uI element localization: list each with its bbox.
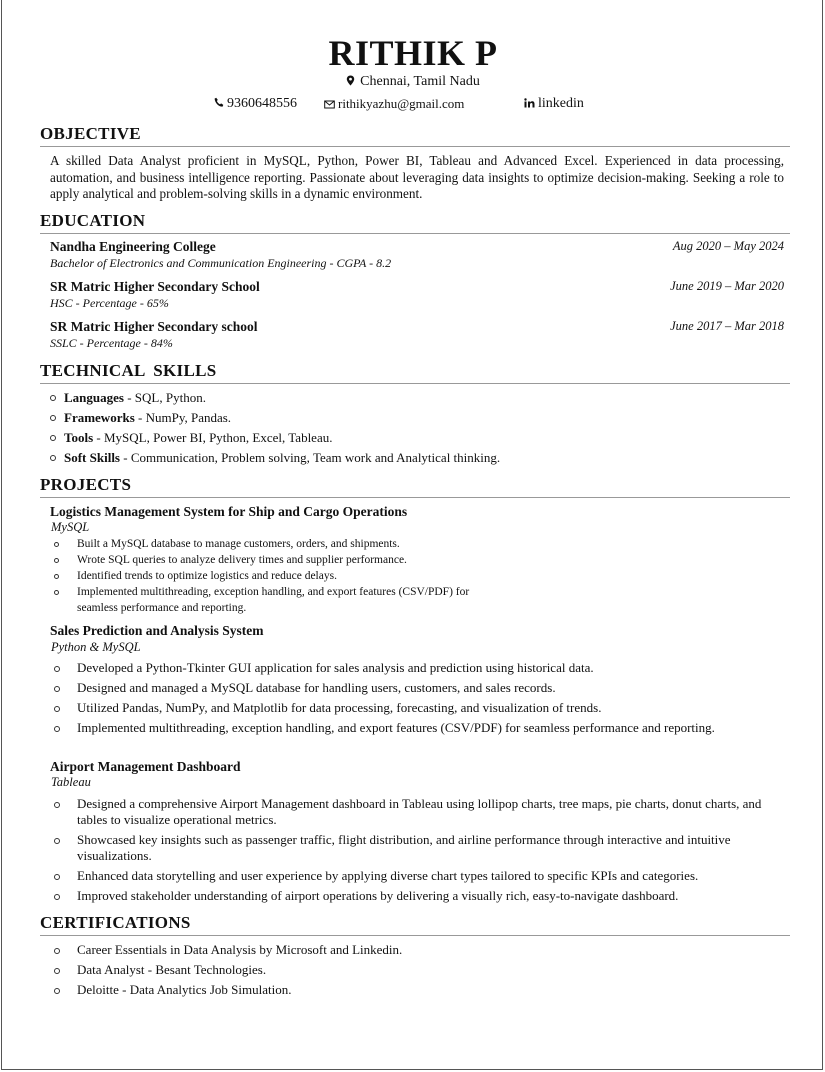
project-points [50,536,490,616]
linkedin-text: linkedin [538,96,584,111]
education-degree: Bachelor of Electronics and Communication Engineering - CGPA - 8.2 [50,256,392,270]
list-item [50,796,770,828]
list-item [50,568,490,584]
skill-label: Tools [64,430,94,445]
list-item [50,962,770,978]
skill-item [50,390,500,410]
list-item [50,720,770,736]
skill-value: - MySQL, Power BI, Python, Excel, Tableau. [93,430,333,445]
section-title-skills: TECHNICAL SKILLS [40,361,790,384]
bullet-icon [54,838,60,844]
email-address: rithikyazhu@gmail.com [338,96,465,111]
mail-icon [324,100,335,109]
linkedin-link[interactable] [524,96,584,112]
project-title: Airport Management Dashboard [50,759,241,774]
project-title: Sales Prediction and Analysis System [50,623,264,638]
phone[interactable] [214,96,297,112]
list-item [50,982,770,998]
bullet-icon [54,574,59,579]
section-title-objective: OBJECTIVE [40,124,790,147]
list-item [50,552,490,568]
list-item [50,680,770,696]
bullet-icon [54,968,60,974]
bullet-icon [54,558,59,563]
bullet-icon [50,395,56,401]
skill-value: - Communication, Problem solving, Team work and Analytical thinking. [120,450,501,465]
bullet-icon [54,686,60,692]
education-dates: June 2019 – Mar 2020 [670,279,784,293]
point-text: Implemented multithreading, exception handling, and export features (CSV/PDF) for seamless performance and reporting. [77,586,470,614]
bullet-icon [54,706,60,712]
bullet-icon [54,666,60,672]
project-points [50,660,770,740]
project-points [50,796,770,908]
bullet-icon [54,948,60,954]
point-text: Showcased key insights such as passenger traffic, flight distribution, and airline performance through interactive and intuitive visualizations. [77,832,731,863]
email[interactable] [324,96,464,112]
point-text: Utilized Pandas, NumPy, and Matplotlib for data processing, forecasting, and visualization of trends. [77,700,602,715]
bullet-icon [50,455,56,461]
linkedin-icon [524,98,535,108]
list-item [50,942,770,958]
section-title-education: EDUCATION [40,211,790,234]
skill-label: Frameworks [64,410,135,425]
point-text: Wrote SQL queries to analyze delivery times and supplier performance. [77,554,407,566]
education-degree: SSLC - Percentage - 84% [50,336,173,350]
list-item [50,700,770,716]
bullet-icon [50,415,56,421]
education-item [50,279,784,311]
skill-value: - SQL, Python. [123,390,206,405]
education-dates: Aug 2020 – May 2024 [672,239,784,253]
skill-item [50,430,500,450]
point-text: Implemented multithreading, exception handling, and export features (CSV/PDF) for seamless performance and reporting. [77,720,715,735]
certification-text: Data Analyst - Besant Technologies. [77,962,267,977]
section-title-projects: PROJECTS [40,475,790,498]
point-text: Enhanced data storytelling and user experience by applying diverse chart types tailored to specific KPIs and categories. [77,868,699,883]
list-item [50,888,770,904]
project-tech: Tableau [51,775,91,789]
skills-list [50,390,500,470]
point-text: Built a MySQL database to manage customers, orders, and shipments. [77,538,400,550]
location [2,74,824,90]
candidate-name: RITHIK P [328,33,498,73]
point-text: Designed a comprehensive Airport Management dashboard in Tableau using lollipop charts, tree maps, pie charts, donut charts, and tables to visualize operational metrics. [77,796,762,827]
list-item [50,584,490,616]
certifications-list [50,942,770,1002]
list-item [50,660,770,676]
resume-page [1,0,823,1070]
bullet-icon [54,726,60,732]
location-pin-icon [346,75,355,86]
bullet-icon [54,988,60,994]
objective-text: A skilled Data Analyst proficient in MySQL, Python, Power BI, Tableau and Advanced Excel. Experienced in data processing, automation, and business intelligence reporting. Passionate about leveraging data insights to optimize decision-making. Seeking a role to apply analytical and problem-solving skills in a dynamic environment. [50,153,784,201]
education-item [50,239,784,271]
phone-icon [214,97,224,108]
section-title-certifications: CERTIFICATIONS [40,913,790,936]
certification-text: Career Essentials in Data Analysis by Microsoft and Linkedin. [77,942,403,957]
education-dates: June 2017 – Mar 2018 [670,319,784,333]
project-title: Logistics Management System for Ship and Cargo Operations [50,504,408,519]
education-degree: HSC - Percentage - 65% [50,296,169,310]
list-item [50,868,770,884]
list-item [50,536,490,552]
bullet-icon [54,590,59,595]
skill-label: Soft Skills [64,450,120,465]
bullet-icon [50,435,56,441]
bullet-icon [54,894,60,900]
school-name: Nandha Engineering College [50,239,216,254]
bullet-icon [54,802,60,808]
skill-value: - NumPy, Pandas. [134,410,232,425]
bullet-icon [54,874,60,880]
certification-text: Deloitte - Data Analytics Job Simulation. [77,982,292,997]
skill-item [50,410,500,430]
skill-item [50,450,500,470]
education-item [50,319,784,351]
school-name: SR Matric Higher Secondary school [50,319,258,334]
point-text: Developed a Python-Tkinter GUI application for sales analysis and prediction using historical data. [77,660,594,675]
point-text: Identified trends to optimize logistics and reduce delays. [77,570,337,582]
location-text: Chennai, Tamil Nadu [360,74,480,89]
point-text: Designed and managed a MySQL database for handling users, customers, and sales records. [77,680,556,695]
school-name: SR Matric Higher Secondary School [50,279,260,294]
skill-label: Languages [64,390,124,405]
point-text: Improved stakeholder understanding of airport operations by delivering a visually rich, easy-to-navigate dashboard. [77,888,679,903]
list-item [50,832,770,864]
bullet-icon [54,542,59,547]
project-tech: MySQL [51,520,90,534]
phone-number: 9360648556 [227,96,297,111]
project-tech: Python & MySQL [51,640,141,654]
